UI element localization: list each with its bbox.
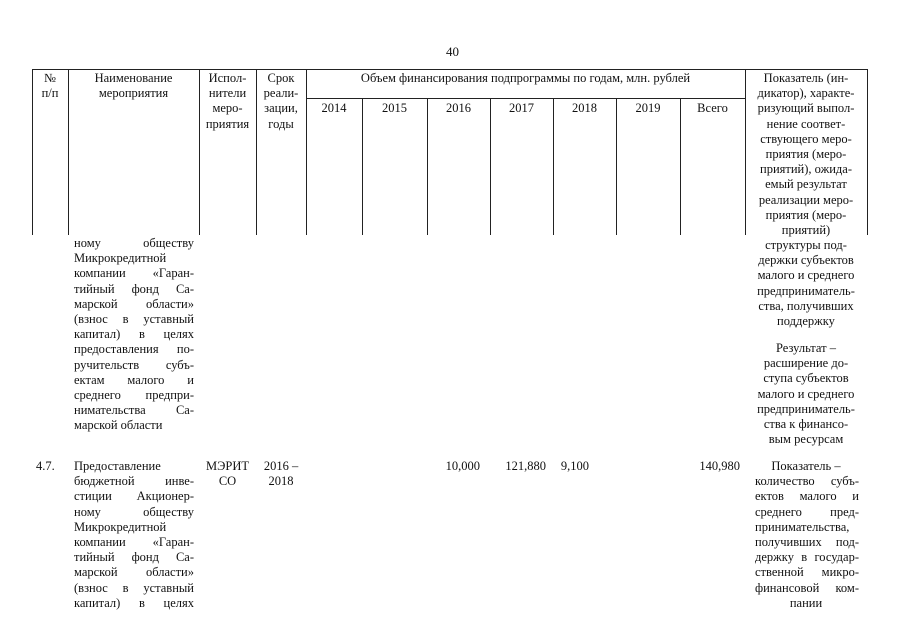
word: ному [74, 504, 101, 519]
continued-name-line [74, 282, 194, 297]
continued-name-line [74, 358, 194, 373]
word: ручительств [74, 357, 140, 372]
header-indicator: дикатор), характе- [757, 86, 855, 101]
column-border [616, 98, 617, 235]
row-indicator-line: Показатель – [771, 459, 841, 473]
header-name: мероприятия [98, 86, 169, 101]
word: «Гаран- [152, 266, 194, 281]
header-indicator: приятия (меро- [765, 147, 847, 161]
row-indicator-line [755, 505, 859, 520]
word: финансовой [755, 580, 820, 595]
header-term: зации, [264, 101, 298, 116]
row-term: 2018 [268, 474, 294, 489]
row-term: 2016 – [263, 459, 299, 473]
header-indicator: приятий), ожида- [760, 162, 852, 177]
continued-indicator-line: малого и среднего [757, 268, 855, 283]
continued-result-line: Результат – [775, 341, 836, 355]
header-year: 2015 [382, 101, 407, 115]
word: Микрокредитной [74, 251, 167, 266]
word: Микрокредитной [74, 519, 167, 534]
word: инве- [165, 474, 194, 489]
row-indicator-line [755, 520, 859, 535]
continued-result-line: малого и среднего [757, 386, 855, 401]
word: ком- [835, 580, 859, 595]
word: держку [755, 550, 794, 565]
continued-name-line [74, 403, 194, 418]
word: Са- [175, 403, 194, 418]
row-indicator-line [755, 535, 859, 550]
word: под- [835, 535, 859, 549]
column-border [553, 98, 554, 235]
row-name-line [74, 474, 194, 489]
continued-indicator-line: предприниматель- [757, 283, 855, 298]
continued-result-line: предприниматель- [757, 401, 855, 416]
row-number: 4.7. [36, 459, 55, 473]
word: компании [74, 266, 126, 281]
row-value-total: 140,980 [699, 459, 740, 473]
word: тийный [74, 550, 115, 565]
word: марской области [74, 418, 163, 433]
header-executors: нители [208, 86, 247, 101]
column-border [867, 69, 868, 235]
word: Са- [175, 550, 194, 565]
row-value-2018: 9,100 [560, 459, 589, 473]
continued-name-line [74, 251, 194, 266]
column-border [306, 69, 307, 235]
word: в [122, 312, 129, 326]
word: среднего [755, 504, 802, 519]
word: малого [127, 372, 165, 387]
word: государ- [814, 550, 859, 565]
row-name-line [74, 459, 194, 474]
header-name: Наименование [94, 71, 173, 85]
word: уставный [143, 580, 194, 595]
word: «Гаран- [152, 535, 194, 549]
row-name-line [74, 489, 194, 504]
word: принимательства, [755, 519, 850, 534]
column-border [680, 98, 681, 235]
header-num: № [44, 71, 56, 85]
continued-name-line [74, 342, 194, 357]
word: пред- [830, 504, 859, 519]
header-indicator: нение соответ- [766, 116, 846, 131]
header-year: 2014 [321, 101, 347, 115]
word: (взнос [74, 580, 108, 595]
word: получивших [755, 535, 822, 549]
row-executor: СО [218, 474, 237, 489]
continued-name-line [74, 312, 194, 327]
row-indicator-line: пании [789, 595, 823, 610]
table-top-border [32, 69, 867, 70]
continued-name-line [74, 373, 194, 388]
continued-indicator-line: держки субъектов [758, 253, 854, 268]
row-name-line [74, 581, 194, 596]
header-indicator: приятий) [781, 223, 831, 237]
row-indicator-line [755, 550, 859, 565]
column-border [427, 98, 428, 235]
row-value-2017: 121,880 [505, 459, 546, 473]
word: нимательства [74, 403, 146, 418]
column-border [362, 98, 363, 235]
continued-result-line: ства к финансо- [763, 417, 849, 431]
word: марской [74, 296, 118, 311]
word: капитал) [74, 595, 121, 610]
row-indicator-line [755, 474, 859, 489]
continued-name-line [74, 418, 194, 433]
row-name-line [74, 505, 194, 520]
word: в [801, 550, 808, 565]
header-term: реали- [263, 86, 299, 101]
header-term: годы [268, 116, 294, 131]
page-number: 40 [446, 44, 459, 59]
header-executors: Испол- [208, 71, 247, 85]
word: в [138, 327, 145, 342]
word: целях [163, 327, 194, 342]
continued-result-line: вым ресурсам [768, 432, 844, 447]
header-year: 2016 [446, 101, 471, 115]
row-indicator-line [755, 581, 859, 596]
word: среднего [74, 388, 121, 402]
word: тийный [74, 281, 115, 296]
word: субъ- [830, 474, 859, 489]
word: ному [74, 236, 101, 250]
continued-name-line [74, 297, 194, 312]
word: в [122, 580, 129, 595]
row-indicator-line [755, 565, 859, 580]
header-indicator: Показатель (ин- [763, 71, 849, 85]
word: фонд [131, 550, 159, 565]
word: целях [163, 595, 194, 610]
header-num: п/п [41, 86, 59, 101]
header-funding-title: Объем финансирования подпрограммы по годам, млн. рублей [360, 71, 691, 85]
row-name-line [74, 535, 194, 550]
word: микро- [821, 565, 859, 580]
word: компании [74, 535, 126, 549]
word: Акционер- [136, 489, 194, 504]
word: и [852, 489, 859, 504]
row-name-line [74, 520, 194, 535]
word: Са- [175, 281, 194, 296]
header-term: Срок [267, 71, 295, 85]
word: предпри- [145, 388, 194, 402]
continued-name-line [74, 266, 194, 281]
word: области» [145, 565, 194, 580]
header-year: 2018 [572, 101, 597, 115]
continued-result-line: ступа субъектов [763, 371, 849, 386]
header-indicator: приятия (меро- [765, 207, 847, 222]
word: Предоставление [74, 459, 161, 473]
word: области» [145, 296, 194, 311]
word: уставный [143, 312, 194, 326]
word: обществу [143, 504, 194, 519]
continued-indicator-line: структуры под- [765, 238, 847, 252]
continued-name-line [74, 327, 194, 342]
word: и [187, 372, 194, 387]
row-value-2016: 10,000 [445, 459, 480, 473]
header-year: Всего [697, 101, 728, 115]
continued-indicator-line: ства, получивших [758, 298, 854, 313]
word: бюджетной [74, 474, 135, 489]
row-indicator-line [755, 489, 859, 504]
word: капитал) [74, 327, 121, 342]
header-year: 2019 [635, 101, 661, 115]
word: стиции [74, 489, 112, 504]
word: в [138, 595, 145, 610]
word: ектов [755, 489, 784, 504]
header-executors: приятия [205, 116, 250, 131]
row-name-line [74, 596, 194, 611]
word: по- [176, 342, 194, 357]
word: фонд [131, 281, 159, 296]
column-border [490, 98, 491, 235]
word: субъ- [165, 357, 194, 372]
header-indicator: реализации меро- [758, 192, 854, 207]
word: обществу [143, 236, 194, 250]
row-executor: МЭРИТ [206, 459, 249, 473]
row-name-line [74, 550, 194, 565]
continued-name-line [74, 236, 194, 251]
word: (взнос [74, 312, 108, 326]
continued-name-line [74, 388, 194, 403]
header-indicator: емый результат [765, 177, 847, 192]
word: ственной [755, 565, 804, 580]
word: малого [799, 489, 837, 504]
row-name-line [74, 565, 194, 580]
continued-result-line: расширение до- [763, 356, 849, 371]
header-indicator: ствующего меро- [760, 131, 852, 146]
word: ектам [74, 372, 105, 387]
header-year: 2017 [509, 101, 534, 115]
word: количество [755, 474, 815, 489]
header-executors: меро- [212, 101, 243, 116]
header-indicator: ризующий выпол- [757, 101, 855, 116]
continued-indicator-line: поддержку [777, 314, 835, 328]
word: марской [74, 565, 118, 580]
word: предоставления [74, 342, 159, 357]
